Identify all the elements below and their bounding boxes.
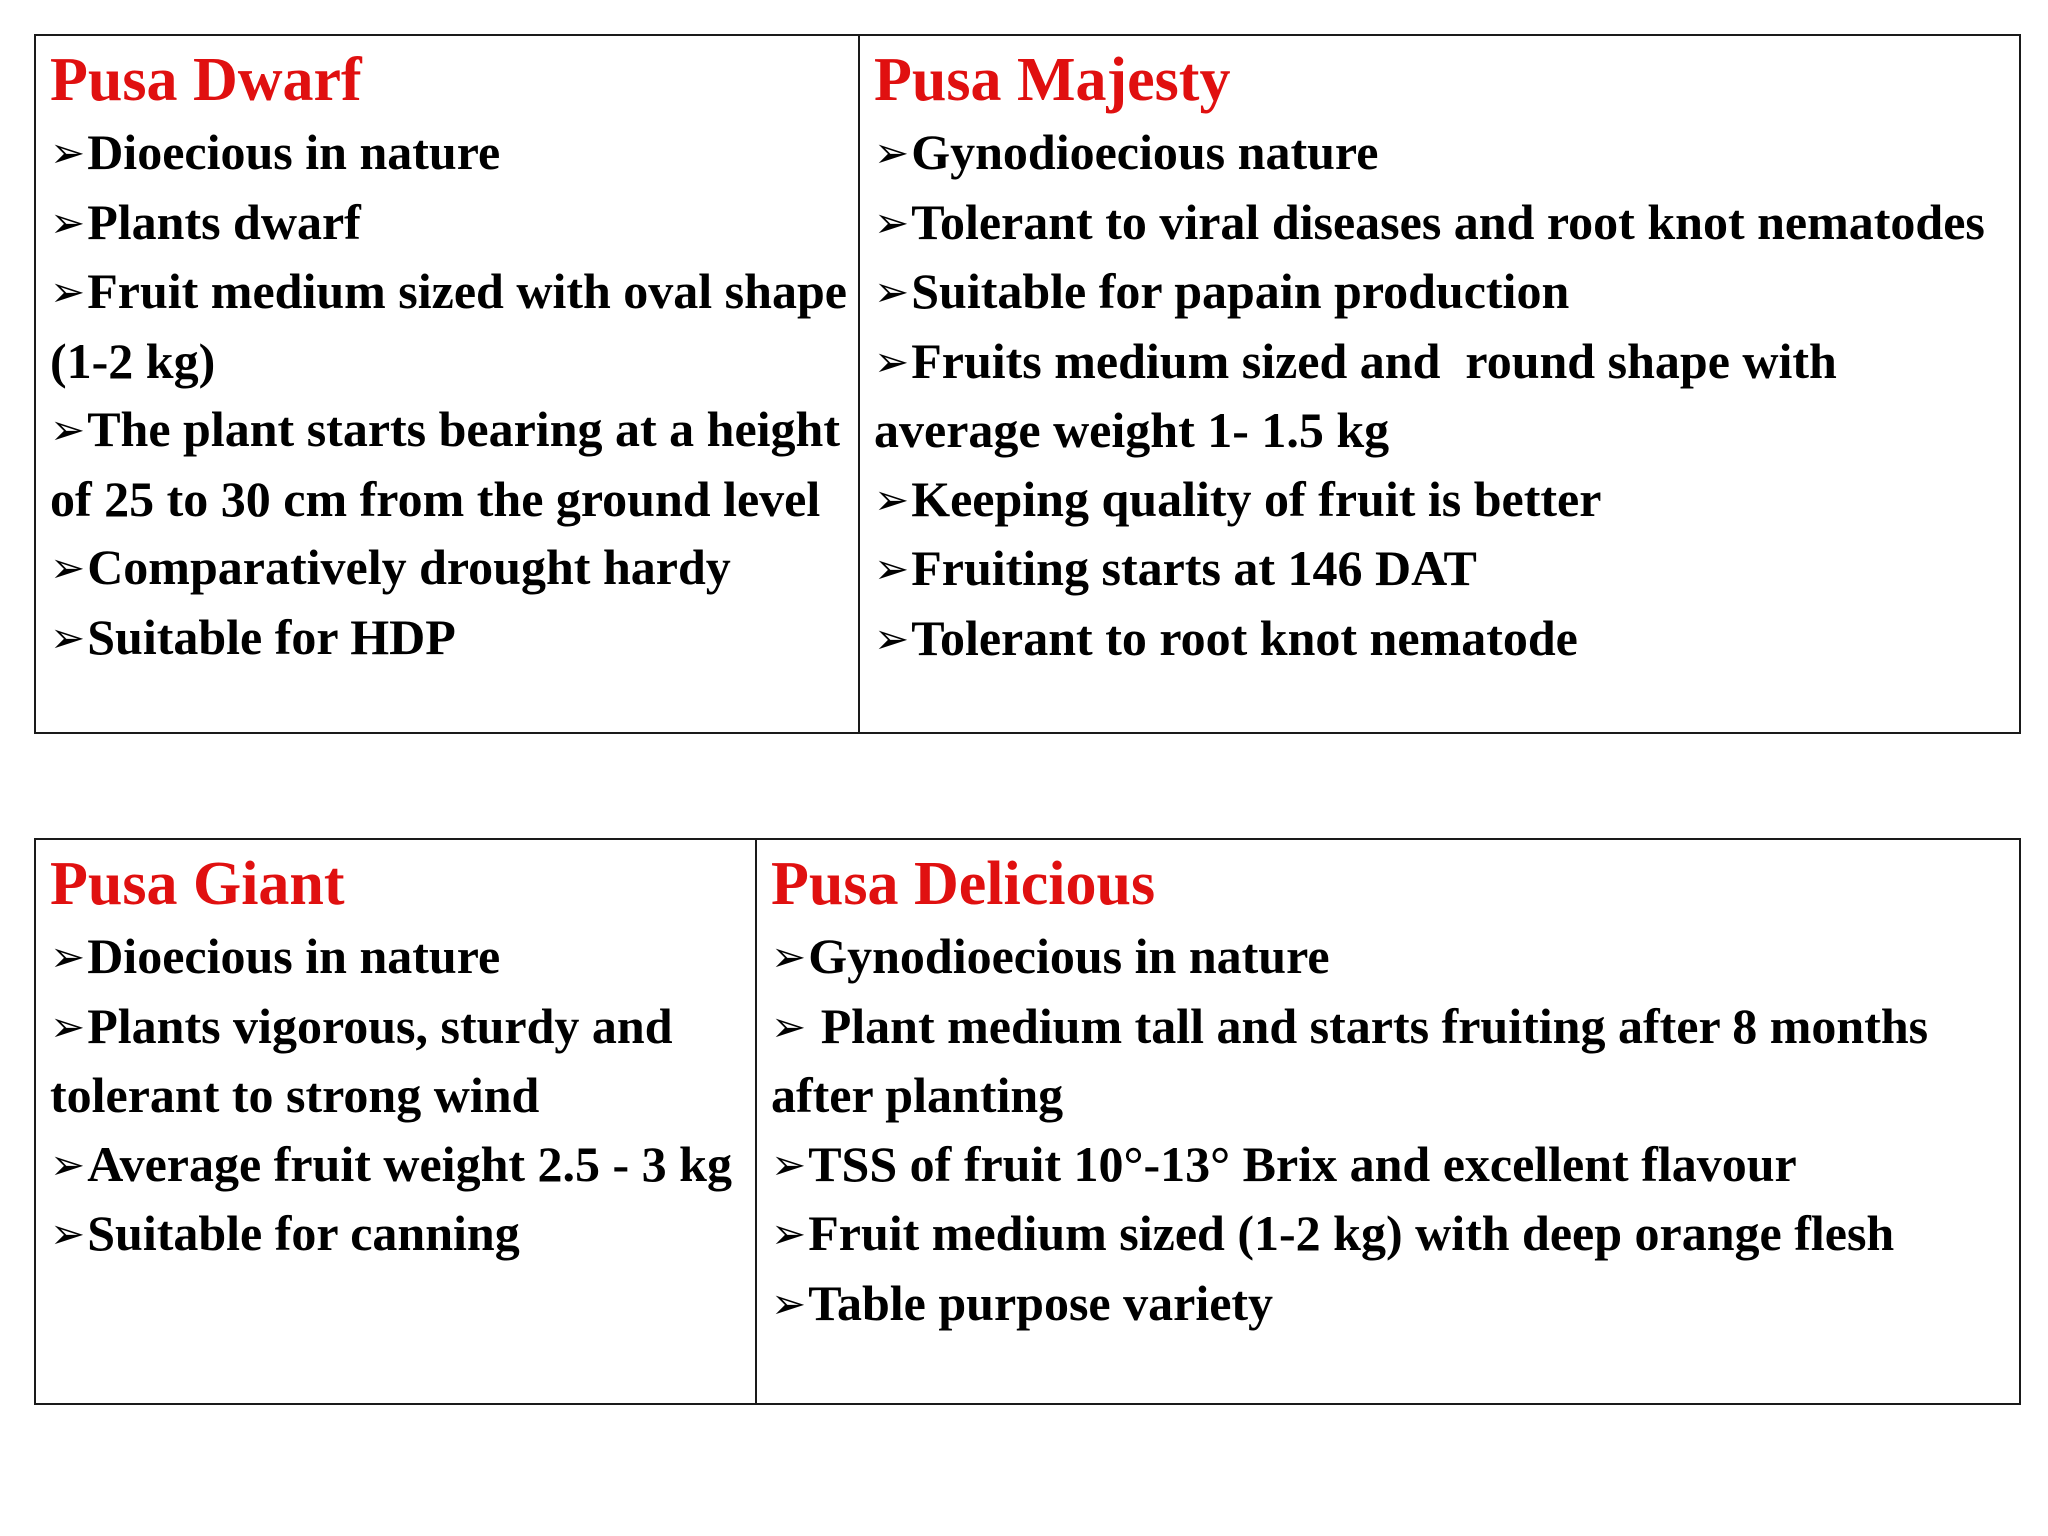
variety-table-top (34, 34, 2021, 734)
arrow-bullet-icon: ➢ (50, 1139, 86, 1189)
arrow-bullet-icon: ➢ (50, 932, 86, 981)
trait-item (50, 188, 848, 258)
arrow-bullet-icon: ➢ (771, 1209, 807, 1258)
trait-item (771, 1269, 2009, 1339)
arrow-bullet-icon: ➢ (874, 197, 910, 247)
trait-text: Fruit medium sized (1-2 kg) with deep orange flesh (808, 1205, 1895, 1261)
trait-text: Dioecious in nature (87, 928, 501, 984)
trait-item (874, 118, 2009, 188)
trait-item (50, 257, 848, 395)
arrow-bullet-icon: ➢ (874, 128, 910, 177)
variety-title: Pusa Delicious (771, 850, 1156, 918)
trait-text: Fruit medium sized with oval shape (1-2 kg) (50, 263, 847, 389)
trait-text: Dioecious in nature (87, 124, 501, 180)
arrow-bullet-icon: ➢ (874, 613, 910, 663)
arrow-bullet-icon: ➢ (874, 336, 910, 386)
trait-text: Comparatively drought hardy (87, 539, 731, 595)
trait-item (50, 533, 848, 603)
trait-item (771, 992, 2009, 1130)
trait-text: Gynodioecious in nature (808, 928, 1330, 984)
trait-item (874, 327, 2009, 465)
trait-item (50, 603, 848, 673)
trait-text: Tolerant to viral diseases and root knot nematodes (911, 193, 1985, 250)
arrow-bullet-icon: ➢ (50, 128, 86, 177)
arrow-bullet-icon: ➢ (771, 932, 807, 981)
arrow-bullet-icon: ➢ (50, 267, 86, 316)
trait-text: Suitable for papain production (911, 263, 1570, 319)
trait-item (874, 465, 2009, 535)
trait-list (771, 922, 2009, 1338)
arrow-bullet-icon: ➢ (50, 612, 86, 662)
arrow-bullet-icon: ➢ (50, 543, 86, 592)
arrow-bullet-icon: ➢ (874, 267, 910, 316)
variety-title: Pusa Majesty (874, 46, 1231, 114)
trait-text: Suitable for HDP (87, 608, 456, 665)
variety-title: Pusa Dwarf (50, 46, 362, 114)
trait-text: Plants dwarf (87, 193, 361, 250)
trait-list (50, 118, 848, 672)
trait-text: Table purpose variety (808, 1274, 1274, 1331)
trait-item (771, 922, 2009, 992)
trait-text: Tolerant to root knot nematode (911, 609, 1578, 666)
arrow-bullet-icon: ➢ (50, 405, 86, 454)
trait-text: Plant medium tall and starts fruiting after 8 months after planting (771, 997, 1941, 1123)
arrow-bullet-icon: ➢ (50, 1001, 86, 1051)
trait-text: Gynodioecious nature (911, 124, 1379, 180)
trait-text: The plant starts bearing at a height of 25 to 30 cm from the ground level (50, 401, 841, 527)
trait-list (50, 922, 745, 1269)
trait-item (50, 1130, 745, 1200)
trait-text: Plants vigorous, sturdy and tolerant to strong wind (50, 997, 673, 1123)
trait-item (771, 1130, 2009, 1200)
trait-item (50, 1199, 745, 1269)
trait-list (874, 118, 2009, 673)
variety-cell-pusa-giant (36, 840, 755, 1403)
arrow-bullet-icon: ➢ (771, 1001, 807, 1051)
arrow-bullet-icon: ➢ (771, 1139, 807, 1189)
variety-title: Pusa Giant (50, 850, 345, 918)
trait-item (874, 188, 2009, 258)
variety-table-bottom (34, 838, 2021, 1405)
trait-item (50, 118, 848, 188)
arrow-bullet-icon: ➢ (50, 1209, 86, 1258)
trait-text: Suitable for canning (87, 1205, 520, 1261)
trait-text: Average fruit weight 2.5 - 3 kg (87, 1135, 732, 1192)
variety-cell-pusa-delicious (755, 840, 2019, 1403)
trait-text: Fruiting starts at 146 DAT (911, 540, 1477, 596)
trait-text: Fruits medium sized and round shape with average weight 1- 1.5 kg (874, 332, 1850, 458)
arrow-bullet-icon: ➢ (874, 544, 910, 593)
trait-item (50, 395, 848, 533)
trait-text: TSS of fruit 10°-13° Brix and excellent flavour (808, 1135, 1797, 1192)
arrow-bullet-icon: ➢ (771, 1278, 807, 1328)
trait-item (874, 534, 2009, 604)
arrow-bullet-icon: ➢ (874, 474, 910, 524)
variety-cell-pusa-dwarf (36, 36, 858, 732)
trait-item (874, 257, 2009, 327)
trait-item (50, 992, 745, 1130)
trait-item (874, 604, 2009, 674)
trait-text: Keeping quality of fruit is better (911, 470, 1602, 527)
trait-item (50, 922, 745, 992)
trait-item (771, 1199, 2009, 1269)
arrow-bullet-icon: ➢ (50, 197, 86, 247)
variety-cell-pusa-majesty (858, 36, 2019, 732)
